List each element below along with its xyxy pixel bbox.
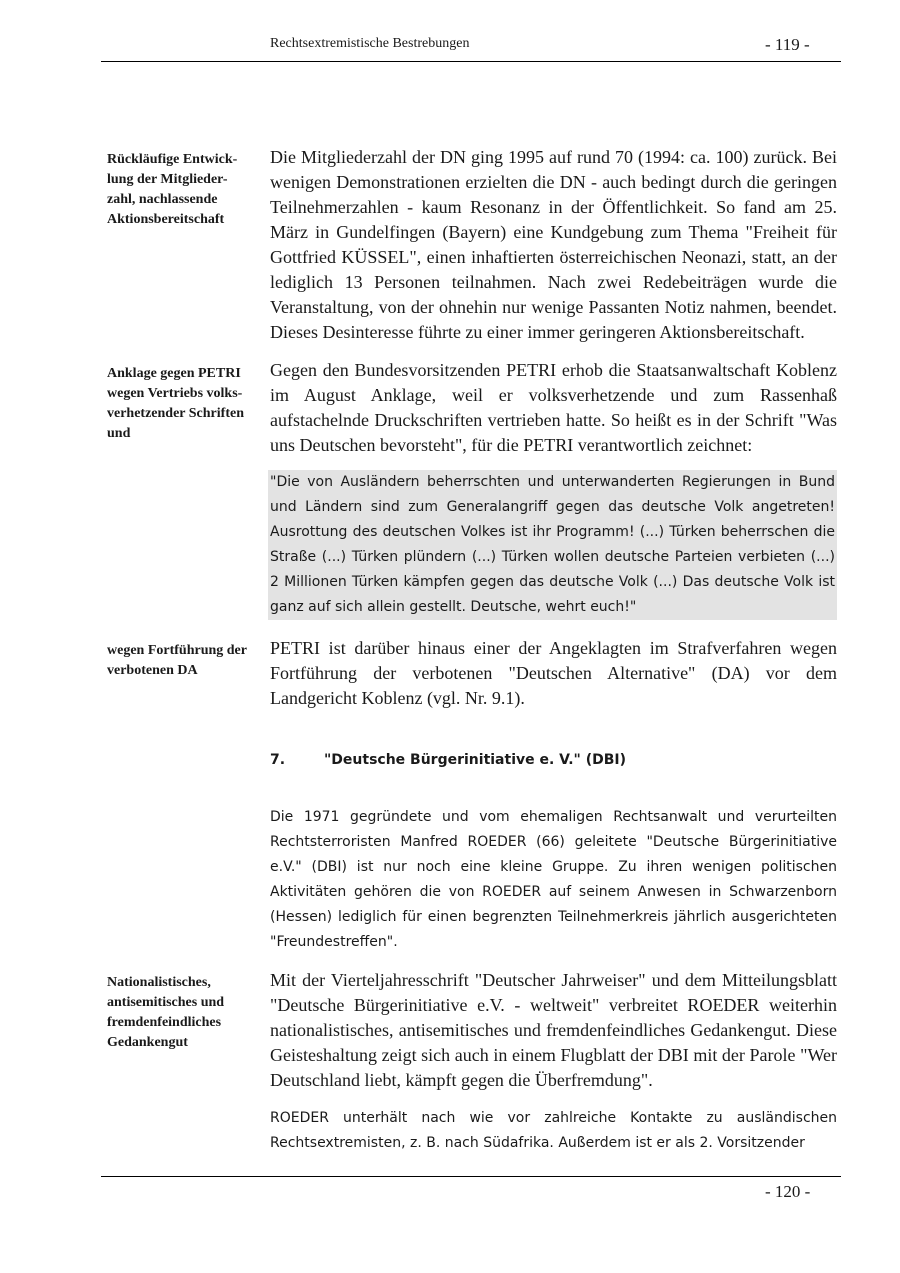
- paragraph-contacts: ROEDER unterhält nach wie vor zahlreiche Kontakte zu ausländischen Rechtsextremisten, z. B. nach Südafrika. Außerdem ist er als 2. Vorsitzender: [270, 1110, 837, 1151]
- chapter-title: "Deutsche Bürgerinitiative e. V." (DBI): [324, 752, 626, 768]
- quote-block: "Die von Ausländern beherrschten und unterwanderten Regierungen in Bund und Ländern sind zum Generalangriff gegen das deutsche Volk angetreten! Ausrottung des deutschen Volkes ist ihr Programm! (...) Türken beherrschen die Straße (...) Türken plündern (...) Türken wollen deutsche Parteien verbieten (...) 2 Millionen Türken kämpfen gegen das deutsche Volk (...) Das deutsche Volk ist ganz auf sich allein gestellt. Deutsche, wehrt euch!": [268, 470, 837, 620]
- paragraph-membership: Die Mitgliederzahl der DN ging 1995 auf rund 70 (1994: ca. 100) zurück. Bei wenigen Demonstrationen erzielten die DN - auch bedingt durch die geringen Teilnehmerzahlen - kaum Resonanz in der Öffentlichkeit. So fand am 25. März in Gundelfingen (Bayern) eine Kundgebung zum Thema "Freiheit für Gottfried KÜSSEL", einen inhaftierten österreichischen Neonazi, statt, an der lediglich 13 Personen teilnahmen. Nach zwei Redebeiträgen wurde die Veranstaltung, von der ohnehin nur wenige Passanten Notiz nahmen, beendet. Dieses Desinteresse führte zu einer immer geringeren Aktionsbereitschaft.: [270, 147, 837, 342]
- sidenote-ideology: Nationalistisches, antisemitisches und fremdenfeindliches Gedankengut: [107, 975, 225, 1050]
- chapter-number: 7.: [270, 752, 286, 768]
- page-number-bottom: - 120 -: [765, 1182, 811, 1201]
- sidenote-membership-decline: Rückläufige Entwick- lung der Mitglieder- zahl, nachlassende Aktionsbereitschaft: [107, 152, 238, 227]
- header-rule: [101, 61, 841, 62]
- paragraph-dbi-intro: Die 1971 gegründete und vom ehemaligen Rechtsanwalt und verurteilten Rechtsterroristen Manfred ROEDER (66) geleitete "Deutsche Bürgerinitiative e.V." (DBI) ist nur noch eine kleine Gruppe. Zu ihren wenigen politischen Aktivitäten gehören die von ROEDER auf seinem Anwesen in Schwarzenborn (Hessen) lediglich für einen begrenzten Teilnehmerkreis jährlich ausgerichteten "Freundestreffen".: [270, 809, 837, 950]
- sidenote-charges-petri: Anklage gegen PETRI wegen Vertriebs volks- verhetzender Schriften und: [107, 366, 244, 441]
- paragraph-charges: Gegen den Bundesvorsitzenden PETRI erhob die Staatsanwaltschaft Koblenz im August Anklage, weil er volksverhetzende und zum Rassenhaß aufstachelnde Druckschriften vertrieben hatte. So heißt es in der Schrift "Was uns Deutschen bevorsteht", für die PETRI verantwortlich zeichnet:: [270, 360, 837, 455]
- page-header-title: Rechtsextremistische Bestrebungen: [270, 36, 470, 51]
- page-number-top: - 119 -: [765, 35, 810, 54]
- paragraph-da-trial: PETRI ist darüber hinaus einer der Angeklagten im Strafverfahren wegen Fortführung der verbotenen "Deutschen Alternative" (DA) vor dem Landgericht Koblenz (vgl. Nr. 9.1).: [270, 638, 837, 708]
- sidenote-continuation-da: wegen Fortführung der verbotenen DA: [107, 643, 247, 678]
- footer-rule: [101, 1176, 841, 1177]
- paragraph-ideology: Mit der Vierteljahresschrift "Deutscher Jahrweiser" und dem Mitteilungsblatt "Deutsche Bürgerinitiative e.V. - weltweit" verbreitet ROEDER weiterhin nationalistisches, antisemitisches und fremdenfeindliches Gedankengut. Diese Geisteshaltung zeigt sich auch in einem Flugblatt der DBI mit der Parole "Wer Deutschland liebt, kämpft gegen die Überfremdung".: [270, 970, 837, 1090]
